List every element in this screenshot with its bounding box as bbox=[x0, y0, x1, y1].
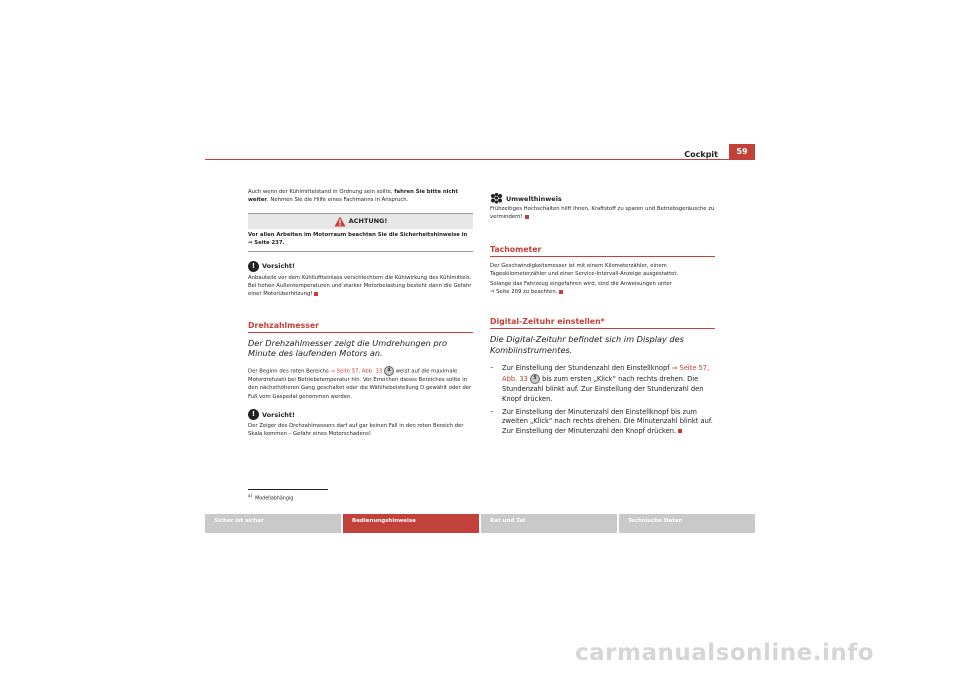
umwelt-text bbox=[490, 205, 715, 222]
vorsicht-title-1: Vorsicht! bbox=[262, 262, 295, 271]
tacho-text-1: Der Geschwindigkeitsmesser ist mit einem Kilometerzähler, einem Tageskilometerzähler und einer Service-Intervall-Anzeige ausgestattet. bbox=[490, 262, 679, 278]
vorsicht-body-1: Anbauteile vor dem Kühlluftteinlass verschlechtern die Kühlwirkung des Kühlmittels. Bei hohen Außentemperaturen und starker Motorbelastung besteht dann die Gefahr einer Motorüberhitzung! bbox=[248, 274, 472, 298]
tacho-text-2 bbox=[490, 280, 715, 297]
step1-text-pre: Zur Einstellung der Stundenzahl den Einstellknopf bbox=[502, 364, 672, 373]
footnote-text: Modellabhängig bbox=[255, 496, 294, 502]
list-item bbox=[490, 364, 715, 404]
vorsicht-note-2 bbox=[248, 409, 473, 439]
environment-flower-icon bbox=[490, 193, 503, 204]
achtung-title: ACHTUNG! bbox=[348, 217, 388, 226]
left-column bbox=[248, 188, 473, 439]
drehzahl-text-post: weist auf die maximale Motordrehzahl bei Betriebstemperatur hin. Vor Erreichen dieses Bereiches sollte in den nächsthöheren Gang geschaltet oder die Wählhebelstellung D gewählt oder der Fuß vom Gaspedal genommen werden. bbox=[248, 368, 472, 400]
end-marker-icon bbox=[314, 292, 318, 296]
exclamation-icon: ! bbox=[248, 409, 259, 420]
page-number: 59 bbox=[729, 144, 755, 159]
vorsicht-note-1 bbox=[248, 261, 473, 299]
footnote bbox=[248, 492, 293, 504]
page-ref-link[interactable]: ⇒ Seite 57, Abb. 33 bbox=[502, 364, 710, 384]
list-dash: – bbox=[490, 364, 494, 373]
umwelt-note bbox=[490, 193, 715, 222]
vorsicht-text-2: Der Zeiger des Drehzahlmessers darf auf gar keinen Fall in den roten Bereich der Skala kommen – Gefahr eines Motorschadens! bbox=[248, 423, 464, 438]
footer-tab-bedienung[interactable]: Bedienungshinweise bbox=[343, 514, 479, 533]
tacho-section bbox=[490, 245, 715, 297]
section-subheading-digital: Die Digital-Zeituhr befindet sich im Display des Kombiinstrumentes. bbox=[490, 334, 684, 355]
end-marker-icon bbox=[678, 429, 682, 433]
footer-tab-technik[interactable]: Technische Daten bbox=[619, 514, 755, 533]
drehzahl-text-pre: Der Beginn des roten Bereichs bbox=[248, 368, 331, 375]
section-heading-drehzahl: Drehzahlmesser bbox=[248, 320, 320, 330]
section-heading-tacho: Tachometer bbox=[490, 244, 542, 254]
section-heading-digital: Digital-Zeituhr einstellen* bbox=[490, 317, 605, 327]
tacho-text-2-body: Solange das Fahrzeug eingefahren wird, sind die Anweisungen unter bbox=[490, 280, 672, 287]
right-column bbox=[490, 193, 715, 437]
footnote-mark: a) bbox=[248, 493, 253, 498]
umwelt-header bbox=[490, 193, 715, 204]
umwelt-body: Frühzeitiges Hochschalten hilft Ihnen, Kraftstoff zu sparen und Betriebsgeräusche zu vermindern! bbox=[490, 206, 715, 221]
drehzahl-section bbox=[248, 321, 473, 401]
warning-triangle-icon bbox=[334, 216, 346, 227]
footer-tab-rat[interactable]: Rat und Tat bbox=[481, 514, 617, 533]
end-marker-icon bbox=[559, 290, 563, 294]
digital-section bbox=[490, 317, 715, 437]
vorsicht-text-1 bbox=[248, 274, 473, 299]
page-ref-link[interactable]: ⇒ Seite 209 zu beachten. bbox=[490, 289, 558, 296]
intro-bold: fahren Sie bitte nicht weiter bbox=[248, 189, 458, 204]
header-rule bbox=[205, 159, 755, 160]
drehzahl-text bbox=[248, 366, 473, 401]
vorsicht-header-2 bbox=[248, 409, 473, 420]
vorsicht-header-1 bbox=[248, 261, 473, 272]
section-subheading-drehzahl: Der Drehzahlmesser zeigt die Umdrehungen pro Minute des laufenden Motors an. bbox=[248, 337, 448, 359]
intro-paragraph bbox=[248, 188, 473, 205]
achtung-header bbox=[248, 214, 473, 229]
achtung-ref[interactable]: ⇒ Seite 237. bbox=[248, 240, 285, 247]
figure-marker: 4 bbox=[384, 366, 394, 376]
section-rule bbox=[248, 332, 473, 333]
footer-tab-sicher[interactable]: Sicher ist sicher bbox=[205, 514, 341, 533]
achtung-text bbox=[248, 229, 473, 251]
chapter-title: Cockpit bbox=[684, 150, 718, 159]
achtung-body: Vor allen Arbeiten im Motorraum beachten Sie die Sicherheitshinweise in bbox=[248, 231, 468, 238]
vorsicht-title-2: Vorsicht! bbox=[262, 410, 295, 419]
intro-text-end: . Nehmen Sie die Hilfe eines Fachmanns in Anspruch. bbox=[267, 197, 409, 204]
footnote-rule bbox=[248, 489, 328, 490]
section-rule bbox=[490, 328, 715, 329]
list-item bbox=[490, 408, 715, 437]
section-rule bbox=[490, 256, 715, 257]
umwelt-title: Umwelthinweis bbox=[506, 194, 562, 203]
intro-text: Auch wenn der Kühlmittelstand in Ordnung sein sollte, bbox=[248, 189, 395, 195]
figure-marker: 5 bbox=[530, 374, 540, 384]
page-ref-link[interactable]: ⇒ Seite 57, Abb. 33 bbox=[330, 368, 383, 375]
watermark: carmanualsonline.info bbox=[575, 640, 875, 666]
exclamation-icon: ! bbox=[248, 261, 259, 272]
achtung-box bbox=[248, 213, 473, 252]
list-dash: – bbox=[490, 407, 494, 416]
step2-text: Zur Einstellung der Minutenzahl den Einstellknopf bis zum zweiten „Klick“ nach rechts drehen. Die Minutenzahl blinkt auf. Zur Einstellung der Minutenzahl den Knopf drücken. bbox=[502, 407, 713, 436]
end-marker-icon bbox=[525, 215, 529, 219]
step1-text-post: bis zum ersten „Klick“ nach rechts drehen. Die Stundenzahl blinkt auf. Zur Einstellung der Stundenzahl den Knopf drücken. bbox=[502, 375, 704, 403]
